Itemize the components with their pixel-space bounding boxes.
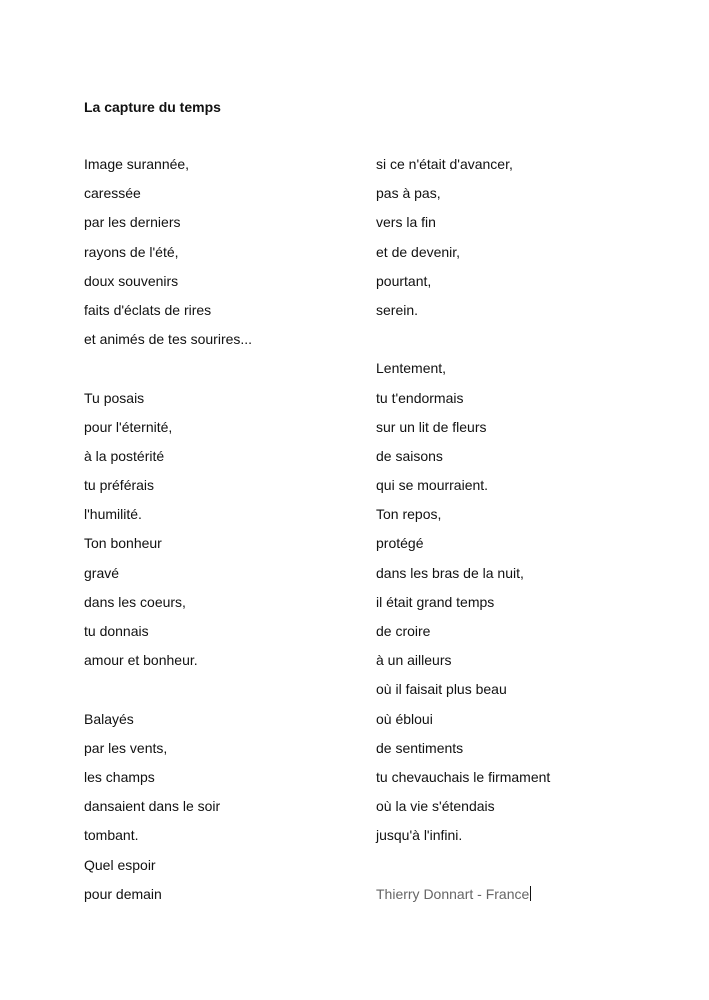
poem-line: tu préférais [84,477,155,494]
poem-line: tombant. [84,827,139,844]
stanza-break [376,329,666,358]
poem-line: de saisons [376,447,443,464]
poem-line: Ton repos, [376,506,442,523]
poem-line: pourtant, [376,272,432,289]
poem-line: pas à pas, [376,185,441,202]
poem-line: protégé [376,535,424,552]
author-signature[interactable] [376,884,666,913]
poem-line: si ce n'était d'avancer, [376,156,513,172]
poem-line: à un ailleurs [376,652,452,669]
poem-line: et de devenir, [376,243,461,260]
poem-line: serein. [376,301,419,318]
poem-line: pour l'éternité, [84,418,173,435]
poem-line: par les derniers [84,214,181,231]
stanza-break [84,679,374,708]
poem-line: de sentiments [376,739,464,756]
poem-line: où la vie s'étendais [376,798,495,815]
poem-line: Ton bonheur [84,535,162,552]
poem-line: où ébloui [376,710,433,727]
poem-line: vers la fin [376,214,436,231]
poem-title: La capture du temps [84,99,221,115]
poem-line: tu t'endormais [376,389,464,406]
poem-line: dansaient dans le soir [84,798,221,815]
text-cursor [530,886,531,901]
poem-left-column [84,154,374,913]
poem-line: par les vents, [84,739,168,756]
poem-line: Lentement, [376,360,447,377]
poem-line: jusqu'à l'infini. [376,827,463,844]
poem-line: tu donnais [84,623,149,639]
poem-line: Quel espoir [84,856,156,873]
stanza-break [376,855,666,884]
poem-line: dans les bras de la nuit, [376,564,524,581]
poem-line: faits d'éclats de rires [84,301,212,318]
poem-line: tu chevauchais le firmament [376,768,551,785]
poem-line: rayons de l'été, [84,243,179,260]
poem-line: où il faisait plus beau [376,681,507,698]
poem-line: à la postérité [84,447,165,464]
poem-line: l'humilité. [84,506,142,523]
poem-line: et animés de tes sourires... [84,331,253,348]
poem-line: Balayés [84,710,134,727]
author-signature-text: Thierry Donnart - France [376,885,530,902]
poem-line: pour demain [84,885,162,902]
poem-line: amour et bonheur. [84,652,198,669]
poem-line: qui se mourraient. [376,477,489,494]
poem-line: les champs [84,768,155,785]
poem-line: caressée [84,185,141,202]
poem-right-column [376,154,666,913]
poem-line: doux souvenirs [84,272,179,289]
poem-line: sur un lit de fleurs [376,418,487,435]
poem-line: dans les coeurs, [84,593,186,610]
poem-line: gravé [84,564,120,581]
stanza-break [84,358,374,387]
poem-line: Tu posais [84,389,145,406]
poem-line: Image surannée, [84,156,190,172]
poem-line: de croire [376,623,431,639]
poem-line: il était grand temps [376,593,495,610]
